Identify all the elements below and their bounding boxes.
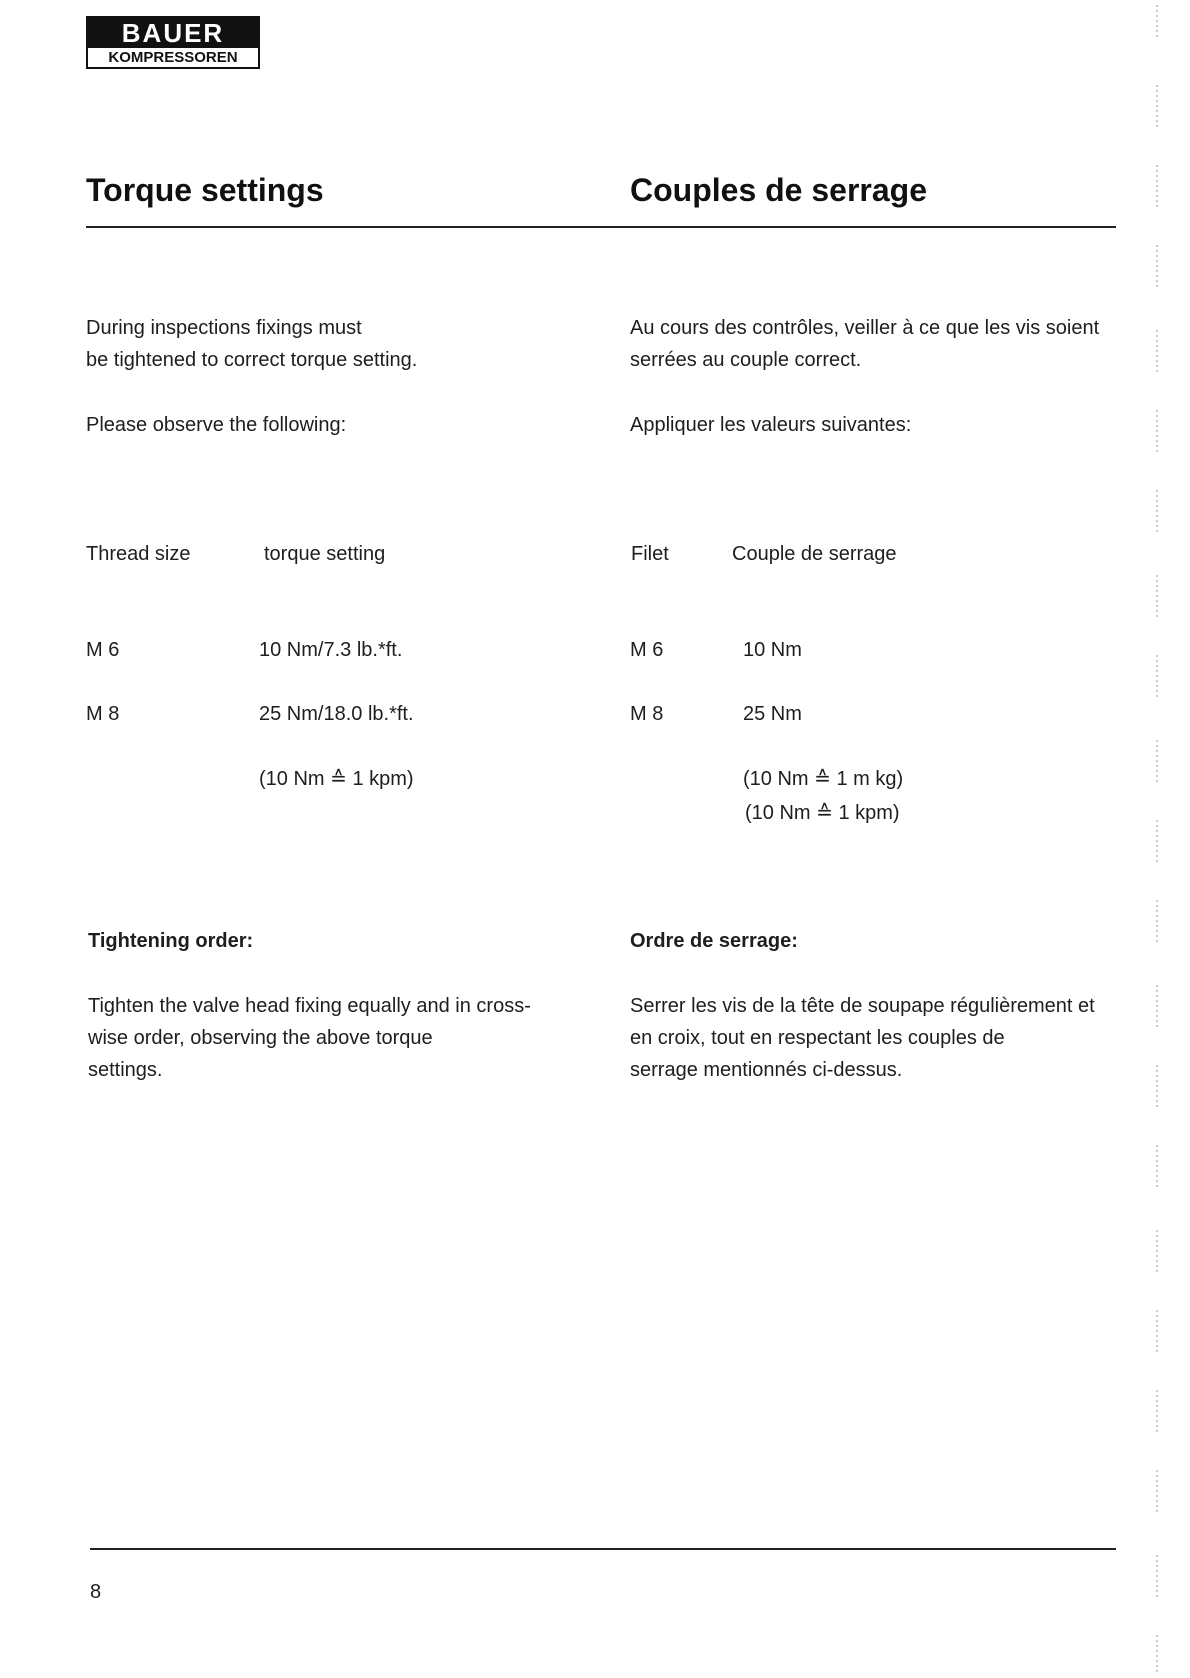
column-header-torque-fr: Couple de serrage (732, 543, 897, 565)
table-cell-torque: 10 Nm/7.3 lb.*ft. (259, 639, 403, 661)
column-header-thread-en: Thread size (86, 543, 191, 565)
order-line-fr-2: en croix, tout en respectant les couples de (630, 1027, 1005, 1049)
header-rule (86, 226, 1116, 228)
bauer-logo (86, 16, 260, 69)
logo-brand: BAUER (88, 18, 258, 48)
intro-line-fr-1: Au cours des contrôles, veiller à ce que les vis soient (630, 317, 1100, 339)
column-header-thread-fr: Filet (631, 543, 669, 565)
order-line-fr-3: serrage mentionnés ci-dessus. (630, 1059, 903, 1081)
table-cell-torque: 25 Nm (743, 703, 802, 725)
column-header-torque-en: torque setting (264, 543, 386, 565)
unit-note-en: (10 Nm ≙ 1 kpm) (259, 768, 414, 790)
order-line-en-1: Tighten the valve head fixing equally and in cross- (88, 995, 531, 1017)
observe-text-fr: Appliquer les valeurs suivantes: (630, 414, 912, 436)
unit-note-fr-1: (10 Nm ≙ 1 m kg) (743, 768, 904, 790)
table-cell-torque: 10 Nm (743, 639, 802, 661)
observe-text-en: Please observe the following: (86, 414, 347, 436)
unit-note-fr-2: (10 Nm ≙ 1 kpm) (745, 802, 900, 824)
page-title-en: Torque settings (86, 172, 324, 208)
binding-marks (1150, 0, 1164, 1678)
intro-line-en-1: During inspections fixings must (86, 317, 362, 339)
table-cell-torque: 25 Nm/18.0 lb.*ft. (259, 703, 414, 725)
table-cell-thread: M 6 (630, 639, 664, 661)
order-heading-fr: Ordre de serrage: (630, 930, 798, 952)
table-cell-thread: M 8 (86, 703, 120, 725)
order-heading-en: Tightening order: (88, 930, 254, 952)
order-line-fr-1: Serrer les vis de la tête de soupape régulièrement et (630, 995, 1095, 1017)
footer-rule (90, 1548, 1116, 1550)
intro-line-fr-2: serrées au couple correct. (630, 349, 862, 371)
table-cell-thread: M 8 (630, 703, 664, 725)
intro-line-en-2: be tightened to correct torque setting. (86, 349, 418, 371)
page-title-fr: Couples de serrage (630, 172, 927, 208)
order-line-en-3: settings. (88, 1059, 163, 1081)
page-number: 8 (90, 1581, 102, 1603)
logo-subtitle: KOMPRESSOREN (108, 49, 238, 66)
order-line-en-2: wise order, observing the above torque (88, 1027, 433, 1049)
table-cell-thread: M 6 (86, 639, 120, 661)
